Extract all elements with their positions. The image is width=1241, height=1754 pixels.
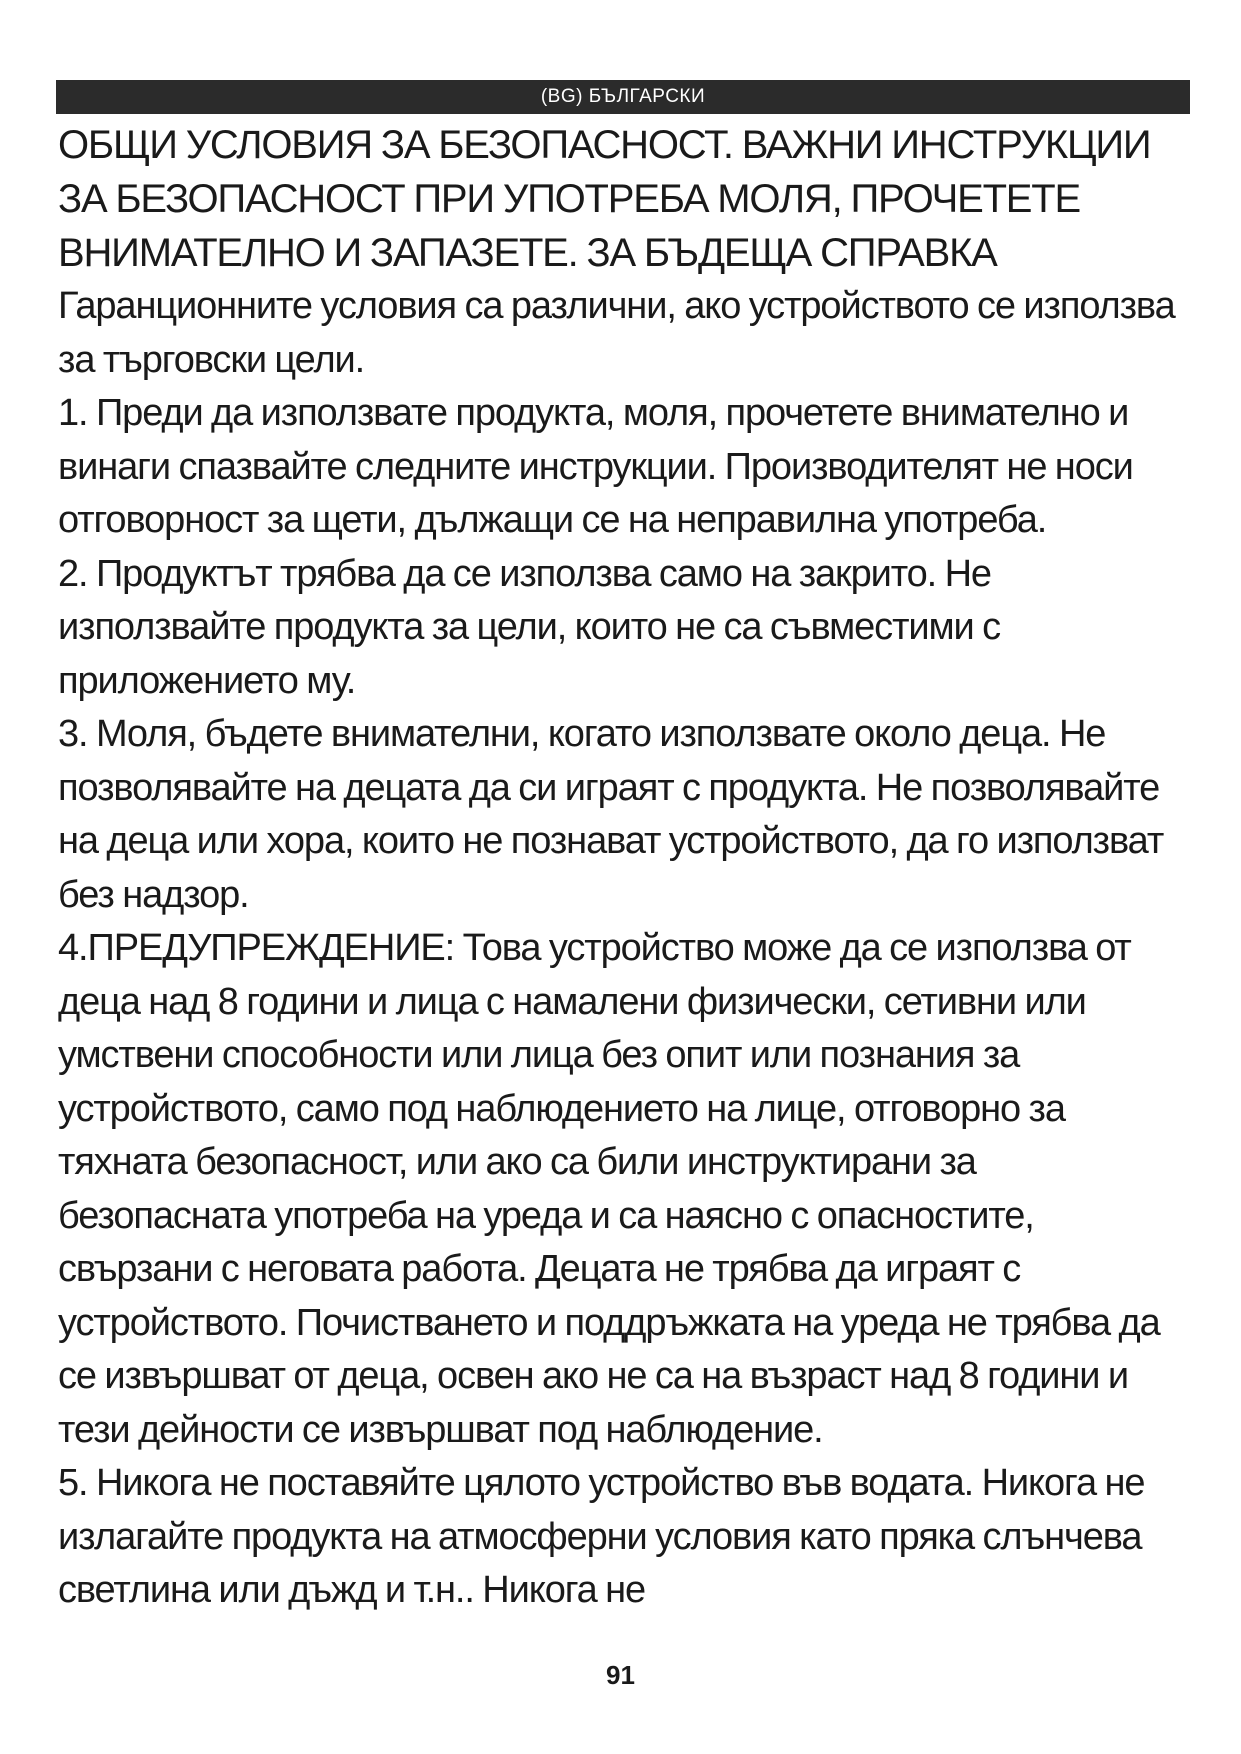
safety-item-1: 1. Преди да използвате продукта, моля, прочетете внимателно и винаги спазвайте следните инструкции. Производителят не носи отговорност за щети, дължащи се на неправилна употреба. <box>58 392 1133 541</box>
page-number: 91 <box>606 1660 635 1690</box>
safety-item-5: 5. Никога не поставяйте цялото устройство във водата. Никога не излагайте продукта на атмосферни условия като пряка слънчева светлина или дъжд и т.н.. Никога не <box>58 1462 1145 1611</box>
language-header-bar: (BG) БЪЛГАРСКИ <box>56 80 1190 114</box>
document-body <box>58 118 1188 1618</box>
safety-item-3: 3. Моля, бъдете внимателни, когато използвате около деца. Не позволявайте на децата да си играят с продукта. Не позволявайте на деца или хора, които не познават устройството, да го използват без надзор. <box>58 713 1164 916</box>
safety-heading: ОБЩИ УСЛОВИЯ ЗА БЕЗОПАСНОСТ. ВАЖНИ ИНСТРУКЦИИ ЗА БЕЗОПАСНОСТ ПРИ УПОТРЕБА МОЛЯ, ПРОЧЕТЕТЕ ВНИМАТЕЛНО И ЗАПАЗЕТЕ. ЗА БЪДЕЩА СПРАВКА <box>58 123 1151 275</box>
warranty-note: Гаранционните условия са различни, ако устройството се използва за търговски цели. <box>58 285 1175 381</box>
safety-item-2: 2. Продуктът трябва да се използва само на закрито. Не използвайте продукта за цели, които не са съвместими с приложението му. <box>58 552 1001 702</box>
safety-item-4: 4.ПРЕДУПРЕЖДЕНИЕ: Това устройство може да се използва от деца над 8 години и лица с намалени физически, сетивни или умствени способности или лица без опит или познания за устройството, само под наблюдението на лице, отговорно за тяхната безопасност, или ако са били инструктирани за безопасната употреба на уреда и са наясно с опасностите, свързани с неговата работа. Децата не трябва да играят с устройството. Почистването и поддръжката на уреда не трябва да се извършват от деца, освен ако не са на възраст над 8 години и тези дейности се извършват под наблюдение. <box>58 927 1160 1451</box>
